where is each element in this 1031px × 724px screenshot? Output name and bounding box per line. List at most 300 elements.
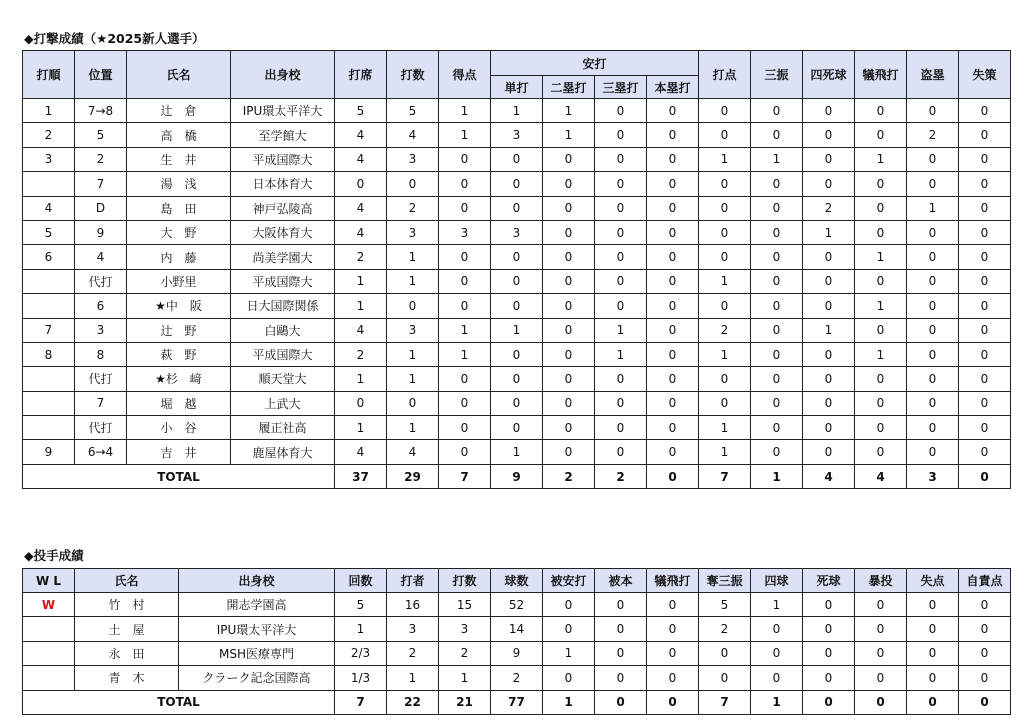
total-ip: 7: [335, 690, 387, 714]
cell-h: 0: [543, 593, 595, 617]
total-h: 1: [543, 690, 595, 714]
cell-ab: 4: [387, 440, 439, 464]
cell-pos: 代打: [75, 416, 127, 440]
cell-so: 0: [751, 220, 803, 244]
total-row: [23, 464, 1011, 488]
cell-sac: 0: [855, 318, 907, 342]
header-position: 位置: [75, 51, 127, 99]
cell-p: 52: [491, 593, 543, 617]
cell-e: 0: [959, 391, 1011, 415]
batting-title: ◆打撃成績（★2025新人選手）: [24, 31, 205, 46]
cell-hr: 0: [647, 391, 699, 415]
cell-p: 9: [491, 641, 543, 665]
cell-order: 1: [23, 99, 75, 123]
table-row: [23, 99, 1011, 123]
cell-s1: 0: [491, 342, 543, 366]
cell-s3: 0: [595, 416, 647, 440]
cell-e: 0: [959, 318, 1011, 342]
header-hr: 被本: [595, 569, 647, 593]
cell-so: 0: [751, 294, 803, 318]
cell-pos: 8: [75, 342, 127, 366]
header-pa: 打席: [335, 51, 387, 99]
header-hits-group: 安打: [491, 51, 699, 76]
cell-bb: 0: [803, 172, 855, 196]
cell-name: 島 田: [127, 196, 231, 220]
header-ab: 打数: [439, 569, 491, 593]
cell-ab: 3: [387, 147, 439, 171]
cell-e: 0: [959, 196, 1011, 220]
cell-sac: 1: [855, 294, 907, 318]
cell-s1: 3: [491, 123, 543, 147]
cell-e: 0: [959, 245, 1011, 269]
header-hr: 本塁打: [647, 76, 699, 99]
cell-sac: 0: [855, 391, 907, 415]
cell-e: 0: [959, 172, 1011, 196]
cell-hr: 0: [647, 342, 699, 366]
cell-er: 0: [959, 666, 1011, 690]
cell-ab: 1: [387, 342, 439, 366]
cell-r: 0: [907, 641, 959, 665]
cell-sb: 2: [907, 123, 959, 147]
cell-sb: 0: [907, 220, 959, 244]
cell-bb: 0: [803, 440, 855, 464]
cell-s2: 0: [543, 172, 595, 196]
cell-name: 小野里: [127, 269, 231, 293]
cell-ab: 0: [387, 294, 439, 318]
cell-ab: 0: [387, 172, 439, 196]
cell-rbi: 0: [699, 294, 751, 318]
cell-order: [23, 391, 75, 415]
total-label: TOTAL: [23, 464, 335, 488]
cell-s2: 0: [543, 367, 595, 391]
total-hbp: 0: [803, 690, 855, 714]
cell-r: 0: [439, 416, 491, 440]
cell-ab: 2: [439, 641, 491, 665]
cell-s1: 0: [491, 294, 543, 318]
header-hits: 被安打: [543, 569, 595, 593]
table-row: [23, 617, 1011, 641]
cell-bf: 16: [387, 593, 439, 617]
cell-r: 3: [439, 220, 491, 244]
cell-name: 生 井: [127, 147, 231, 171]
header-er: 自責点: [959, 569, 1011, 593]
cell-e: 0: [959, 367, 1011, 391]
cell-hr: 0: [647, 99, 699, 123]
cell-sb: 0: [907, 318, 959, 342]
cell-sac: 0: [855, 196, 907, 220]
cell-s2: 0: [543, 220, 595, 244]
cell-e: 0: [959, 269, 1011, 293]
cell-bb: 0: [803, 416, 855, 440]
total-p: 77: [491, 690, 543, 714]
cell-school: 開志学園高: [179, 593, 335, 617]
cell-rbi: 0: [699, 391, 751, 415]
cell-school: IPU環太平洋大: [179, 617, 335, 641]
cell-sb: 0: [907, 294, 959, 318]
cell-s3: 0: [595, 147, 647, 171]
cell-ab: 5: [387, 99, 439, 123]
header-so: 三振: [751, 51, 803, 99]
cell-s3: 1: [595, 318, 647, 342]
cell-hr: 0: [647, 269, 699, 293]
cell-sac: 0: [647, 641, 699, 665]
cell-name: 永 田: [75, 641, 179, 665]
cell-pa: 4: [335, 147, 387, 171]
cell-name: 内 藤: [127, 245, 231, 269]
table-row: [23, 666, 1011, 690]
total-r: 0: [907, 690, 959, 714]
cell-sb: 0: [907, 172, 959, 196]
cell-er: 0: [959, 641, 1011, 665]
cell-order: [23, 269, 75, 293]
cell-r: 0: [907, 617, 959, 641]
cell-order: [23, 172, 75, 196]
cell-name: ★杉 﨑: [127, 367, 231, 391]
cell-rbi: 1: [699, 147, 751, 171]
total-wp: 0: [855, 690, 907, 714]
cell-hr: 0: [647, 123, 699, 147]
cell-sac: 0: [855, 220, 907, 244]
cell-school: クラーク記念国際高: [179, 666, 335, 690]
cell-s2: 0: [543, 318, 595, 342]
header-bb: 四死球: [803, 51, 855, 99]
cell-school: 至学館大: [231, 123, 335, 147]
cell-sb: 0: [907, 391, 959, 415]
cell-wl: W: [23, 593, 75, 617]
cell-s1: 0: [491, 196, 543, 220]
cell-rbi: 1: [699, 416, 751, 440]
header-pitches: 球数: [491, 569, 543, 593]
cell-bb: 0: [803, 294, 855, 318]
cell-school: 神戸弘陵高: [231, 196, 335, 220]
table-row: [23, 440, 1011, 464]
table-row: [23, 196, 1011, 220]
cell-s2: 0: [543, 440, 595, 464]
cell-h: 0: [543, 617, 595, 641]
header-sac: 犠飛打: [647, 569, 699, 593]
table-row: [23, 367, 1011, 391]
total-label: TOTAL: [23, 690, 335, 714]
cell-pos: 5: [75, 123, 127, 147]
cell-hr: 0: [595, 617, 647, 641]
cell-pa: 2: [335, 342, 387, 366]
cell-hbp: 0: [803, 593, 855, 617]
cell-hr: 0: [647, 147, 699, 171]
total-ab: 21: [439, 690, 491, 714]
cell-rbi: 0: [699, 220, 751, 244]
cell-ab: 1: [439, 666, 491, 690]
cell-name: 辻 倉: [127, 99, 231, 123]
cell-name: 辻 野: [127, 318, 231, 342]
table-row: [23, 269, 1011, 293]
cell-s3: 0: [595, 172, 647, 196]
cell-e: 0: [959, 99, 1011, 123]
cell-rbi: 0: [699, 99, 751, 123]
cell-so: 0: [751, 269, 803, 293]
cell-bb: 0: [803, 269, 855, 293]
header-ip: 回数: [335, 569, 387, 593]
cell-ip: 1/3: [335, 666, 387, 690]
cell-sac: 0: [855, 172, 907, 196]
cell-e: 0: [959, 147, 1011, 171]
cell-school: 順天堂大: [231, 367, 335, 391]
cell-e: 0: [959, 416, 1011, 440]
cell-order: [23, 367, 75, 391]
cell-pa: 4: [335, 220, 387, 244]
cell-wp: 0: [855, 666, 907, 690]
cell-school: 大阪体育大: [231, 220, 335, 244]
cell-s3: 1: [595, 342, 647, 366]
cell-order: 7: [23, 318, 75, 342]
cell-ab: 1: [387, 269, 439, 293]
cell-s3: 0: [595, 294, 647, 318]
cell-so: 5: [699, 593, 751, 617]
cell-rbi: 1: [699, 440, 751, 464]
cell-rbi: 0: [699, 172, 751, 196]
cell-name: 大 野: [127, 220, 231, 244]
header-r: 失点: [907, 569, 959, 593]
table-row: [23, 172, 1011, 196]
cell-s1: 0: [491, 147, 543, 171]
cell-hr: 0: [647, 245, 699, 269]
cell-s3: 0: [595, 196, 647, 220]
table-row: [23, 416, 1011, 440]
cell-so: 0: [751, 440, 803, 464]
header-so: 奪三振: [699, 569, 751, 593]
cell-s3: 0: [595, 391, 647, 415]
cell-s3: 0: [595, 220, 647, 244]
table-row: [23, 220, 1011, 244]
cell-er: 0: [959, 617, 1011, 641]
cell-wl: [23, 617, 75, 641]
cell-s2: 0: [543, 245, 595, 269]
cell-p: 2: [491, 666, 543, 690]
cell-e: 0: [959, 342, 1011, 366]
cell-so: 0: [751, 416, 803, 440]
cell-s3: 0: [595, 367, 647, 391]
cell-school: 日大国際関係: [231, 294, 335, 318]
cell-school: 履正社高: [231, 416, 335, 440]
cell-sac: 0: [647, 666, 699, 690]
cell-pa: 1: [335, 294, 387, 318]
header-school: 出身校: [231, 51, 335, 99]
cell-r: 0: [439, 245, 491, 269]
cell-wl: [23, 666, 75, 690]
total-bf: 22: [387, 690, 439, 714]
total-s1: 9: [491, 464, 543, 488]
total-pa: 37: [335, 464, 387, 488]
cell-pa: 2: [335, 245, 387, 269]
header-sac: 犠飛打: [855, 51, 907, 99]
cell-s2: 0: [543, 391, 595, 415]
cell-s2: 1: [543, 99, 595, 123]
cell-e: 0: [959, 440, 1011, 464]
cell-so: 0: [751, 367, 803, 391]
cell-rbi: 0: [699, 367, 751, 391]
header-name: 氏名: [75, 569, 179, 593]
cell-rbi: 0: [699, 123, 751, 147]
cell-ab: 2: [387, 196, 439, 220]
cell-ip: 1: [335, 617, 387, 641]
cell-bb: 0: [751, 666, 803, 690]
header-name: 氏名: [127, 51, 231, 99]
total-row: [23, 690, 1011, 714]
cell-rbi: 1: [699, 342, 751, 366]
cell-sac: 0: [647, 593, 699, 617]
cell-s1: 0: [491, 367, 543, 391]
cell-s2: 0: [543, 294, 595, 318]
cell-sac: 0: [647, 617, 699, 641]
cell-bb: 1: [803, 318, 855, 342]
cell-order: 3: [23, 147, 75, 171]
cell-so: 0: [751, 99, 803, 123]
table-row: [23, 294, 1011, 318]
cell-name: 土 屋: [75, 617, 179, 641]
cell-school: 尚美学園大: [231, 245, 335, 269]
cell-r: 0: [439, 269, 491, 293]
cell-school: 平成国際大: [231, 342, 335, 366]
cell-pa: 4: [335, 318, 387, 342]
cell-rbi: 0: [699, 196, 751, 220]
cell-pa: 4: [335, 196, 387, 220]
cell-hr: 0: [595, 593, 647, 617]
cell-order: 4: [23, 196, 75, 220]
cell-pa: 0: [335, 172, 387, 196]
cell-order: 8: [23, 342, 75, 366]
cell-wp: 0: [855, 593, 907, 617]
cell-wp: 0: [855, 617, 907, 641]
cell-ab: 1: [387, 416, 439, 440]
cell-r: 0: [907, 593, 959, 617]
table-row: [23, 342, 1011, 366]
header-bf: 打者: [387, 569, 439, 593]
table-row: [23, 123, 1011, 147]
header-triple: 三塁打: [595, 76, 647, 99]
cell-r: 0: [439, 367, 491, 391]
total-bb: 1: [751, 690, 803, 714]
cell-sac: 1: [855, 245, 907, 269]
cell-r: 0: [439, 294, 491, 318]
cell-bb: 0: [803, 147, 855, 171]
cell-s3: 0: [595, 245, 647, 269]
cell-ab: 3: [387, 318, 439, 342]
cell-order: [23, 294, 75, 318]
cell-wp: 0: [855, 641, 907, 665]
cell-hr: 0: [647, 294, 699, 318]
cell-sac: 0: [855, 269, 907, 293]
cell-name: 高 橋: [127, 123, 231, 147]
cell-so: 0: [751, 172, 803, 196]
cell-e: 0: [959, 123, 1011, 147]
cell-hr: 0: [647, 318, 699, 342]
cell-pa: 0: [335, 391, 387, 415]
cell-hbp: 0: [803, 641, 855, 665]
cell-so: 2: [699, 617, 751, 641]
total-sac: 4: [855, 464, 907, 488]
cell-bf: 3: [387, 617, 439, 641]
cell-pa: 5: [335, 99, 387, 123]
cell-s3: 0: [595, 99, 647, 123]
cell-name: 堀 越: [127, 391, 231, 415]
cell-order: 9: [23, 440, 75, 464]
header-rbi: 打点: [699, 51, 751, 99]
cell-s1: 0: [491, 391, 543, 415]
total-e: 0: [959, 464, 1011, 488]
cell-pa: 1: [335, 416, 387, 440]
cell-p: 14: [491, 617, 543, 641]
cell-school: MSH医療専門: [179, 641, 335, 665]
cell-so: 0: [699, 666, 751, 690]
table-row: [23, 391, 1011, 415]
cell-bb: 0: [751, 641, 803, 665]
cell-sac: 0: [855, 440, 907, 464]
header-sb: 盗塁: [907, 51, 959, 99]
cell-sb: 0: [907, 99, 959, 123]
cell-r: 0: [439, 196, 491, 220]
cell-e: 0: [959, 220, 1011, 244]
cell-hr: 0: [647, 220, 699, 244]
cell-s1: 1: [491, 440, 543, 464]
cell-so: 0: [751, 123, 803, 147]
cell-r: 0: [907, 666, 959, 690]
cell-s1: 1: [491, 99, 543, 123]
cell-er: 0: [959, 593, 1011, 617]
cell-pos: 2: [75, 147, 127, 171]
cell-pos: D: [75, 196, 127, 220]
total-s2: 2: [543, 464, 595, 488]
total-rbi: 7: [699, 464, 751, 488]
cell-hr: 0: [647, 367, 699, 391]
cell-r: 1: [439, 318, 491, 342]
cell-sb: 0: [907, 342, 959, 366]
cell-s1: 3: [491, 220, 543, 244]
cell-pos: 7: [75, 172, 127, 196]
cell-pos: 4: [75, 245, 127, 269]
cell-bb: 1: [803, 220, 855, 244]
cell-so: 0: [699, 641, 751, 665]
cell-bf: 2: [387, 641, 439, 665]
cell-s2: 0: [543, 269, 595, 293]
cell-pa: 1: [335, 367, 387, 391]
cell-pos: 代打: [75, 269, 127, 293]
cell-pos: 7: [75, 391, 127, 415]
cell-s1: 0: [491, 269, 543, 293]
cell-sb: 0: [907, 245, 959, 269]
batting-table: [22, 50, 1011, 489]
cell-school: 鹿屋体育大: [231, 440, 335, 464]
cell-ab: 4: [387, 123, 439, 147]
cell-r: 1: [439, 99, 491, 123]
cell-bb: 0: [803, 342, 855, 366]
cell-name: 萩 野: [127, 342, 231, 366]
cell-school: 上武大: [231, 391, 335, 415]
cell-ip: 2/3: [335, 641, 387, 665]
cell-r: 0: [439, 440, 491, 464]
cell-s2: 0: [543, 196, 595, 220]
cell-so: 0: [751, 318, 803, 342]
cell-so: 0: [751, 342, 803, 366]
cell-s2: 0: [543, 147, 595, 171]
cell-sb: 1: [907, 196, 959, 220]
cell-sac: 0: [855, 99, 907, 123]
cell-bb: 0: [751, 617, 803, 641]
cell-hr: 0: [595, 641, 647, 665]
total-er: 0: [959, 690, 1011, 714]
cell-ip: 5: [335, 593, 387, 617]
cell-s1: 0: [491, 416, 543, 440]
cell-s3: 0: [595, 269, 647, 293]
cell-rbi: 1: [699, 269, 751, 293]
